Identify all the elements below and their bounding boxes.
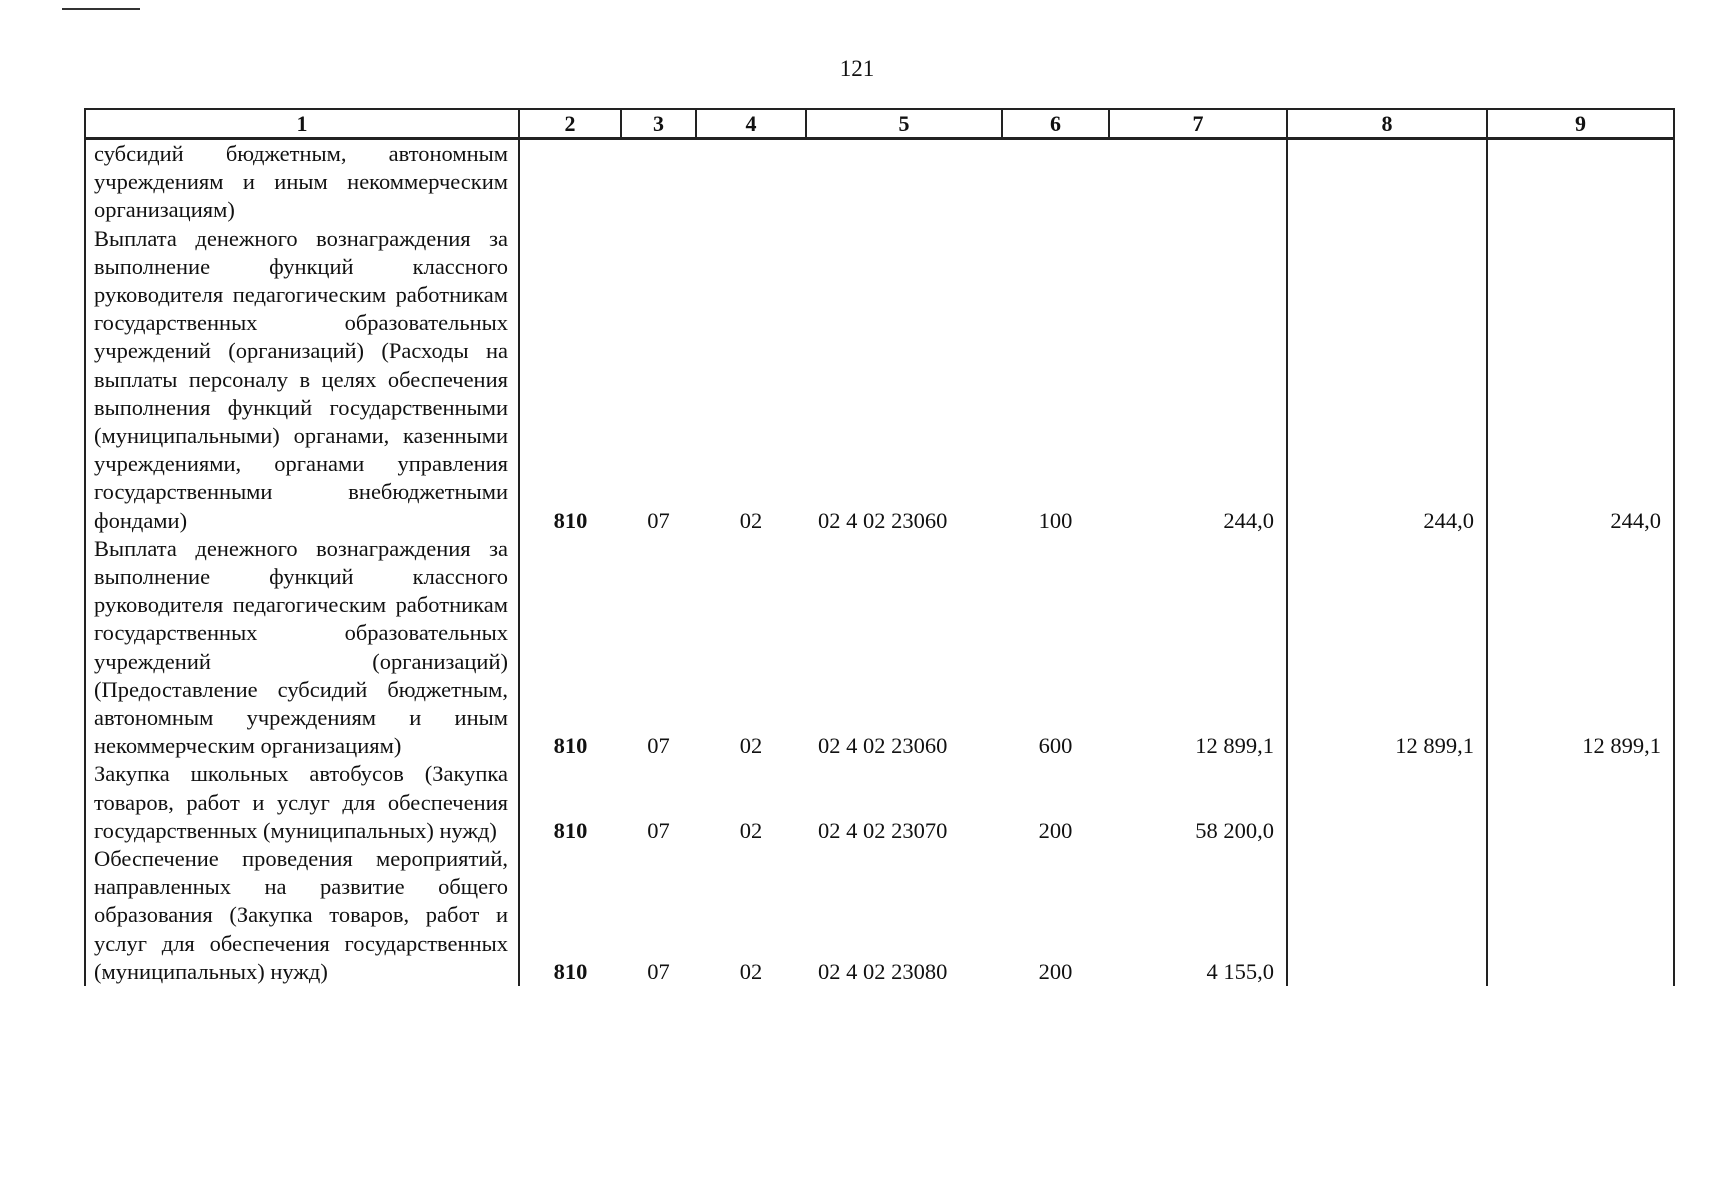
amount-col-7: 244,0	[1109, 225, 1287, 535]
subsection-code: 02	[739, 958, 763, 984]
section-code: 07	[647, 817, 670, 843]
amount-col-9: 244,0	[1487, 225, 1674, 535]
ministry-code	[519, 139, 621, 225]
column-header: 1	[85, 109, 519, 139]
expense-type-code: 100	[1038, 507, 1073, 533]
page-number: 121	[839, 56, 875, 81]
amount-col-7: 4 155,0	[1109, 845, 1287, 986]
expense-name: Обеспечение проведения мероприятий, направленных на развитие общего образования (Закупка товаров, работ и услуг для обеспечения государственных (муниципальных) нужд)	[85, 845, 519, 986]
scan-mark-line	[62, 8, 140, 10]
table-row	[85, 535, 1674, 761]
target-article-code: 02 4 02 23080	[818, 958, 948, 984]
section-code: 07	[647, 958, 670, 984]
amount-col-9	[1487, 845, 1674, 986]
column-header: 4	[696, 109, 806, 139]
amount-col-8: 244,0	[1287, 225, 1487, 535]
budget-table	[84, 108, 1675, 986]
ministry-code: 810	[519, 845, 621, 986]
ministry-code: 810	[519, 760, 621, 845]
amount-col-9	[1487, 139, 1674, 225]
table-header-row	[85, 109, 1674, 139]
section-code: 07	[647, 507, 670, 533]
expense-name: Выплата денежного вознаграждения за выполнение функций классного руководителя педагогическим работникам государственных образовательных учреждений (организаций) (Предоставление субсидий бюджетным, автономным учреждениям и иным некоммерческим организациям)	[85, 535, 519, 761]
column-header: 3	[621, 109, 696, 139]
amount-col-7: 58 200,0	[1109, 760, 1287, 845]
target-article-code: 02 4 02 23060	[818, 733, 948, 759]
amount-col-8	[1287, 139, 1487, 225]
section-code	[621, 139, 696, 225]
expense-name: субсидий бюджетным, автономным учреждениям и иным некоммерческим организациям)	[85, 139, 519, 225]
expense-type-code: 200	[1038, 958, 1073, 984]
subsection-code: 02	[739, 507, 763, 533]
column-header: 9	[1487, 109, 1674, 139]
amount-col-9	[1487, 760, 1674, 845]
expense-type-code	[1002, 139, 1109, 225]
expense-name: Выплата денежного вознаграждения за выполнение функций классного руководителя педагогическим работникам государственных образовательных учреждений (организаций) (Расходы на выплаты персоналу в целях обеспечения выполнения функций государственными (муниципальными) органами, казенными учреждениями, органами управления государственными внебюджетными фондами)	[85, 225, 519, 535]
subsection-code	[696, 139, 806, 225]
column-header: 2	[519, 109, 621, 139]
target-article-code	[806, 139, 1002, 225]
amount-col-8	[1287, 845, 1487, 986]
table-row	[85, 845, 1674, 986]
table-row	[85, 225, 1674, 535]
amount-col-7: 12 899,1	[1109, 535, 1287, 761]
amount-col-7	[1109, 139, 1287, 225]
amount-col-8: 12 899,1	[1287, 535, 1487, 761]
ministry-code: 810	[519, 535, 621, 761]
target-article-code: 02 4 02 23060	[818, 507, 948, 533]
ministry-code: 810	[519, 225, 621, 535]
subsection-code: 02	[739, 817, 763, 843]
amount-col-8	[1287, 760, 1487, 845]
subsection-code: 02	[739, 733, 763, 759]
expense-name: Закупка школьных автобусов (Закупка товаров, работ и услуг для обеспечения государственных (муниципальных) нужд)	[85, 760, 519, 845]
column-header: 5	[806, 109, 1002, 139]
column-header: 6	[1002, 109, 1109, 139]
column-header: 7	[1109, 109, 1287, 139]
expense-type-code: 600	[1038, 733, 1073, 759]
amount-col-9: 12 899,1	[1487, 535, 1674, 761]
column-header: 8	[1287, 109, 1487, 139]
expense-type-code: 200	[1038, 817, 1073, 843]
target-article-code: 02 4 02 23070	[818, 817, 948, 843]
table-row	[85, 760, 1674, 845]
section-code: 07	[647, 733, 670, 759]
table-row	[85, 139, 1674, 225]
